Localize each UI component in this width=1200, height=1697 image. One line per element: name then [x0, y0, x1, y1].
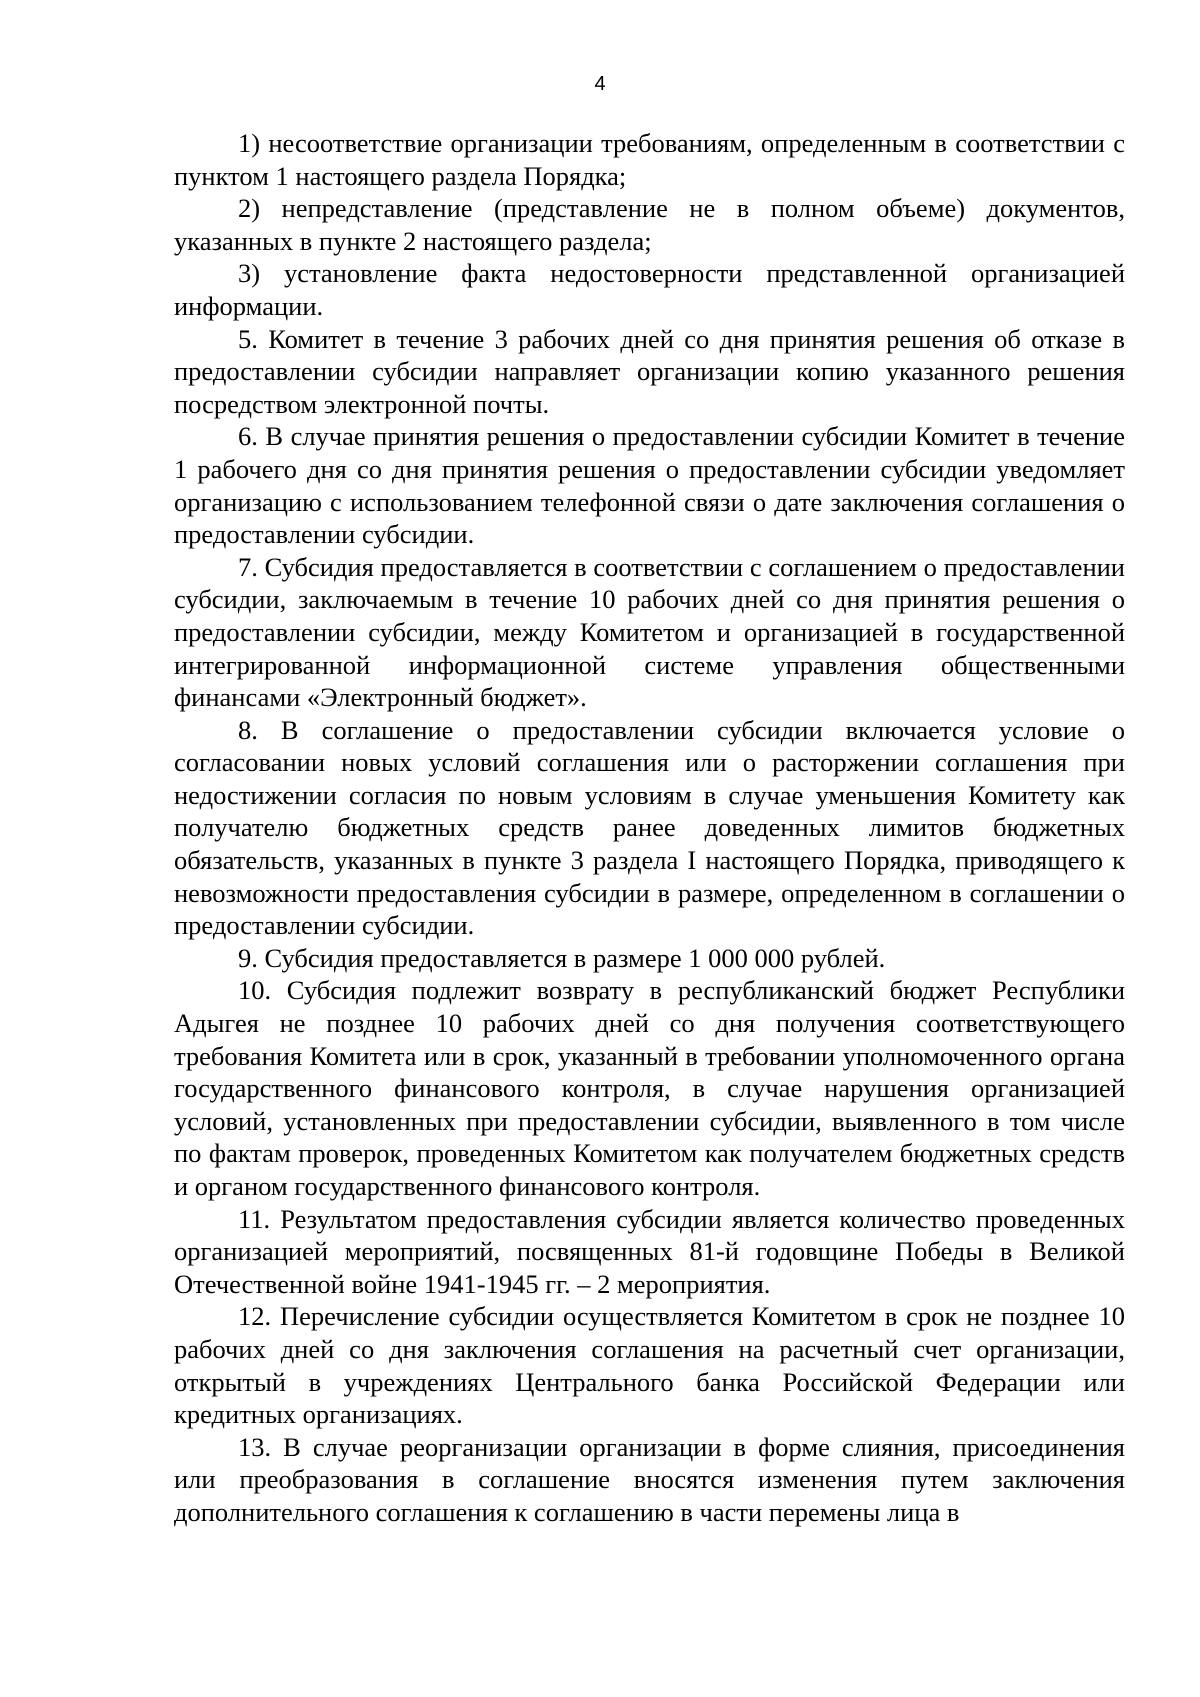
paragraph-point-11: 11. Результатом предоставления субсидии является количество проведенных организацией мероприятий, посвященных 81-й годовщине Победы в Великой Отечественной войне 1941-1945 гг. – 2 мероприятия.	[174, 1203, 1125, 1299]
paragraph-point-5: 5. Комитет в течение 3 рабочих дней со дня принятия решения об отказе в предоставлении субсидии направляет организации копию указанного решения посредством электронной почты.	[174, 323, 1125, 419]
paragraph-point-13: 13. В случае реорганизации организации в форме слияния, присоединения или преобразования в соглашение вносятся изменения путем заключения дополнительного соглашения к соглашению в части перемены лица в	[174, 1431, 1125, 1527]
paragraph-point-12: 12. Перечисление субсидии осуществляется Комитетом в срок не позднее 10 рабочих дней со дня заключения соглашения на расчетный счет организации, открытый в учреждениях Центрального банка Российской Федерации или кредитных организациях.	[174, 1301, 1125, 1430]
document-body	[174, 127, 1125, 1529]
paragraph-item-2: 2) непредставление (представление не в полном объеме) документов, указанных в пункте 2 настоящего раздела;	[174, 193, 1125, 256]
paragraph-point-6: 6. В случае принятия решения о предоставлении субсидии Комитет в течение 1 рабочего дня со дня принятия решения о предоставлении субсидии уведомляет организацию с использованием телефонной связи о дате заключения соглашения о предоставлении субсидии.	[174, 421, 1125, 550]
paragraph-point-7: 7. Субсидия предоставляется в соответствии с соглашением о предоставлении субсидии, заключаемым в течение 10 рабочих дней со дня принятия решения о предоставлении субсидии, между Комитетом и организацией в государственной интегрированной информационной системе управления общественными финансами «Электронный бюджет».	[174, 551, 1125, 713]
paragraph-item-1: 1) несоответствие организации требованиям, определенным в соответствии с пунктом 1 настоящего раздела Порядка;	[174, 128, 1125, 191]
paragraph-point-10: 10. Субсидия подлежит возврату в республиканский бюджет Республики Адыгея не позднее 10 рабочих дней со дня получения соответствующего требования Комитета или в срок, указанный в требовании уполномоченного органа государственного финансового контроля, в случае нарушения организацией условий, установленных при предоставлении субсидии, выявленного в том числе по фактам проверок, проведенных Комитетом как получателем бюджетных средств и органом государственного финансового контроля.	[174, 975, 1125, 1201]
paragraph-item-3: 3) установление факта недостоверности представленной организацией информации.	[174, 258, 1125, 321]
paragraph-point-8: 8. В соглашение о предоставлении субсидии включается условие о согласовании новых условий соглашения или о расторжении соглашения при недостижении согласия по новым условиям в случае уменьшения Комитету как получателю бюджетных средств ранее доведенных лимитов бюджетных обязательств, указанных в пункте 3 раздела I настоящего Порядка, приводящего к невозможности предоставления субсидии в размере, определенном в соглашении о предоставлении субсидии.	[174, 714, 1125, 941]
paragraph-point-9: 9. Субсидия предоставляется в размере 1 000 000 рублей.	[238, 942, 886, 973]
page-number: 4	[594, 73, 606, 95]
